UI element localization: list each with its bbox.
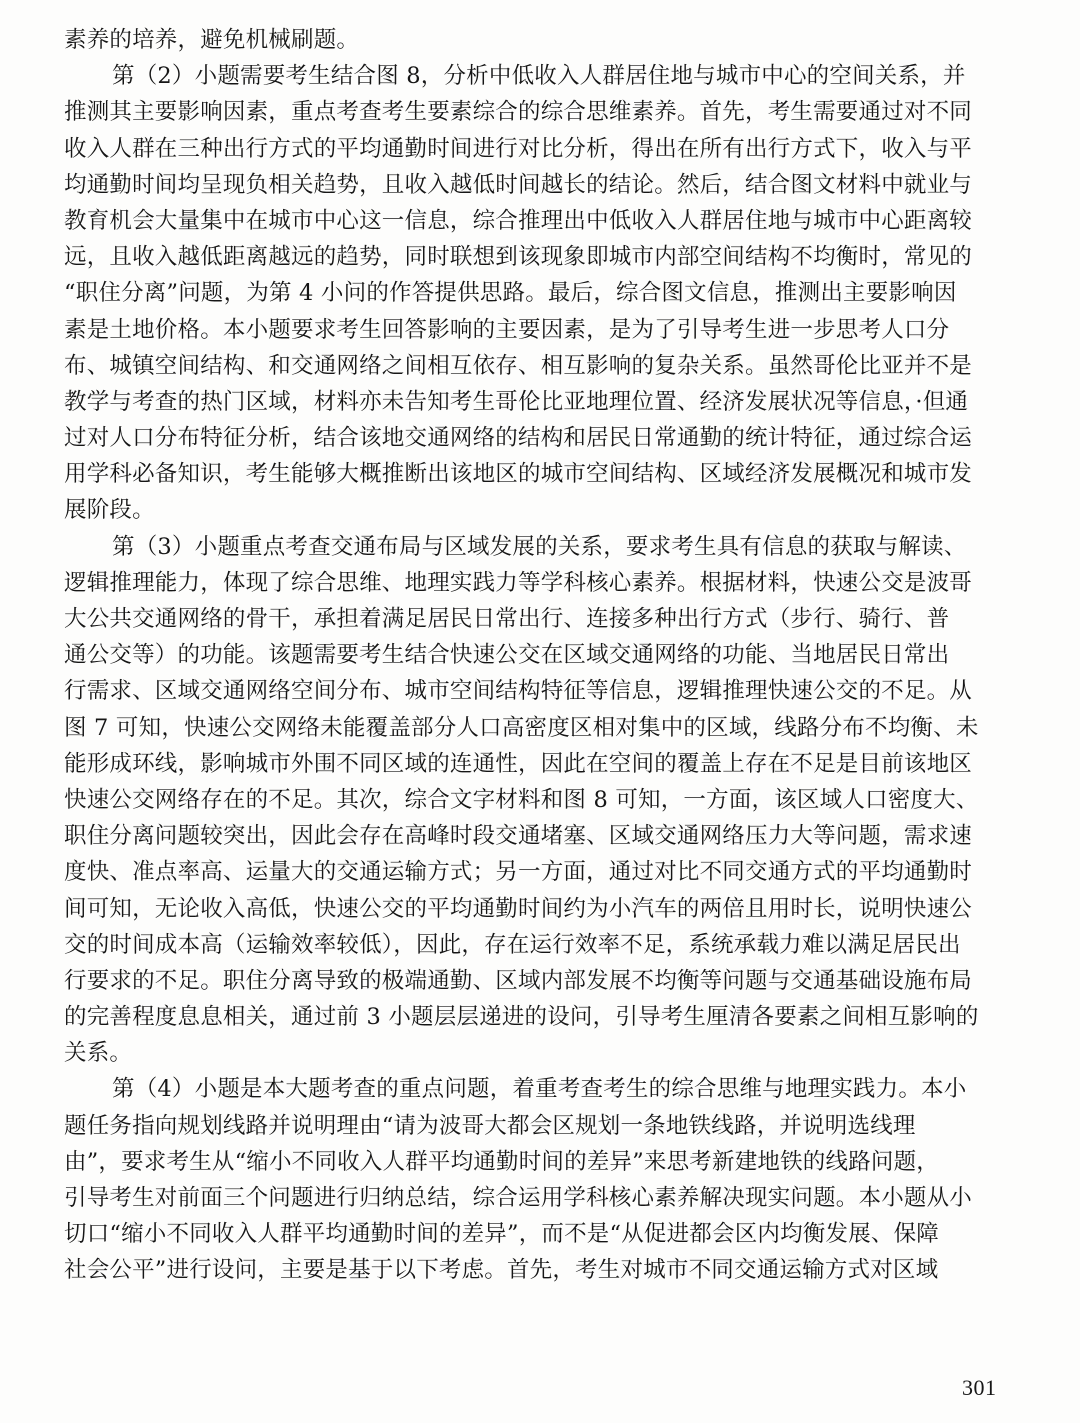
page-number: 301 bbox=[962, 1375, 997, 1400]
text-line: 逻辑推理能力，体现了综合思维、地理实践力等学科核心素养。根据材料，快速公交是波哥 bbox=[64, 569, 973, 596]
text-line: 展阶段。 bbox=[64, 497, 155, 524]
text-line: 引导考生对前面三个问题进行归纳总结，综合运用学科核心素养解决现实问题。本小题从小 bbox=[64, 1185, 973, 1211]
text-line: 间可知，无论收入高低，快速公交的平均通勤时间约为小汽车的两倍且用时长，说明快速公 bbox=[64, 895, 973, 922]
text-line: 度快、准点率高、运量大的交通运输方式；另一方面，通过对比不同交通方式的平均通勤时 bbox=[64, 859, 973, 886]
text-line: 教学与考查的热门区域，材料亦未告知考生哥伦比亚地理位置、经济发展状况等信息，·但通 bbox=[64, 388, 969, 415]
text-line: 布、城镇空间结构、和交通网络之间相互依存、相互影响的复杂关系。虽然哥伦比亚并不是 bbox=[64, 352, 973, 379]
paragraph-3-start: 第（3）小题重点考查交通布局与区域发展的关系，要求考生具有信息的获取与解读、 bbox=[112, 533, 967, 560]
text-line: 均通勤时间均呈现负相关趋势，且收入越低时间越长的结论。然后，结合图文材料中就业与 bbox=[64, 171, 973, 198]
paragraph-4-start: 第（4）小题是本大题考查的重点问题，着重考查考生的综合思维与地理实践力。本小 bbox=[112, 1076, 967, 1103]
text-line: 行要求的不足。职住分离导致的极端通勤、区域内部发展不均衡等问题与交通基础设施布局 bbox=[64, 967, 973, 994]
text-line: 行需求、区域交通网络空间分布、城市空间结构特征等信息，逻辑推理快速公交的不足。从 bbox=[64, 678, 973, 705]
text-line: 远，且收入越低距离越远的趋势，同时联想到该现象即城市内部空间结构不均衡时，常见的 bbox=[64, 244, 973, 271]
text-line: 推测其主要影响因素，重点考查考生要素综合的综合思维素养。首先，考生需要通过对不同 bbox=[64, 99, 973, 126]
body-text bbox=[64, 22, 1020, 1289]
text-line: 职住分离问题较突出，因此会存在高峰时段交通堵塞、区域交通网络压力大等问题，需求速 bbox=[64, 823, 973, 850]
text-line: 切口“缩小不同收入人群平均通勤时间的差异”，而不是“从促进都会区内均衡发展、保障 bbox=[64, 1221, 940, 1248]
text-line: 交的时间成本高（运输效率较低），因此，存在运行效率不足，系统承载力难以满足居民出 bbox=[64, 931, 961, 958]
text-line: 过对人口分布特征分析，结合该地交通网络的结构和居民日常通勤的统计特征，通过综合运 bbox=[64, 425, 973, 452]
text-line: 题任务指向规划线路并说明理由“请为波哥大都会区规划一条地铁线路，并说明选线理 bbox=[64, 1112, 916, 1139]
text-line: 用学科必备知识，考生能够大概推断出该地区的城市空间结构、区域经济发展概况和城市发 bbox=[64, 461, 973, 488]
text-line: 的完善程度息息相关，通过前 3 小题层层递进的设问，引导考生厘清各要素之间相互影响的 bbox=[64, 1004, 979, 1031]
text-line: 素养的培养，避免机械刷题。 bbox=[64, 27, 360, 53]
text-line: 图 7 可知，快速公交网络未能覆盖部分人口高密度区相对集中的区域，线路分布不均衡、未 bbox=[64, 714, 979, 741]
text-line: 能形成环线，影响城市外围不同区域的连通性，因此在空间的覆盖上存在不足是目前该地区 bbox=[64, 750, 973, 777]
text-line: 收入人群在三种出行方式的平均通勤时间进行对比分析，得出在所有出行方式下，收入与平 bbox=[64, 135, 973, 162]
paragraph-2-start: 第（2）小题需要考生结合图 8，分析中低收入人群居住地与城市中心的空间关系，并 bbox=[112, 63, 966, 90]
text-line: 由”，要求考生从“缩小不同收入人群平均通勤时间的差异”来思考新建地铁的线路问题， bbox=[64, 1148, 940, 1175]
text-line: 教育机会大量集中在城市中心这一信息，综合推理出中低收入人群居住地与城市中心距离较 bbox=[64, 207, 973, 234]
text-line: 通公交等）的功能。该题需要考生结合快速公交在区域交通网络的功能、当地居民日常出 bbox=[64, 642, 950, 669]
text-line: 社会公平”进行设问，主要是基于以下考虑。首先，考生对城市不同交通运输方式对区域 bbox=[64, 1257, 939, 1284]
text-line: “职住分离”问题，为第 4 小问的作答提供思路。最后，综合图文信息，推测出主要影响因 bbox=[64, 280, 957, 307]
text-line: 关系。 bbox=[64, 1040, 133, 1067]
text-line: 大公共交通网络的骨干，承担着满足居民日常出行、连接多种出行方式（步行、骑行、普 bbox=[64, 606, 950, 632]
text-line: 快速公交网络存在的不足。其次，综合文字材料和图 8 可知，一方面，该区域人口密度大、 bbox=[64, 786, 979, 813]
text-line: 素是土地价格。本小题要求考生回答影响的主要因素，是为了引导考生进一步思考人口分 bbox=[64, 316, 950, 343]
